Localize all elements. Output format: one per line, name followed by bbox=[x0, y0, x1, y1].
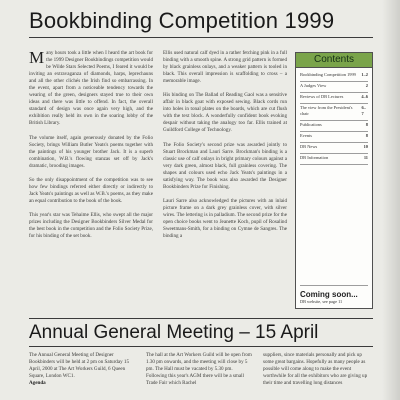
contents-item[interactable]: Reviews of DB Lectures 4–6 bbox=[300, 93, 368, 104]
article-paragraph: So the only disappointment of the competition was to see how few bindings referred either directly or indirectly to Jack Yeats's paintings as well as W.B.'s poems, as they make an equal contribution to the book of the book. bbox=[29, 176, 153, 204]
contents-item[interactable]: DB Information 11 bbox=[300, 154, 368, 165]
contents-item[interactable]: The view from the President's chair 6–7 bbox=[300, 104, 368, 121]
agm-column-3 bbox=[263, 352, 373, 400]
coming-soon-text: DB website, see page 11 bbox=[300, 299, 343, 304]
agm-title: Annual General Meeting – 15 April bbox=[29, 322, 319, 343]
title-rule bbox=[29, 37, 373, 38]
page-edge-shadow bbox=[382, 0, 400, 400]
drop-cap: M bbox=[29, 50, 45, 67]
agm-paragraph: suppliers, since materials personally and pick up some great bargains. Hopefully as many people as possible will come along to make the event worthwhile for all the exhibitors who are giving up their time and travelling long distances bbox=[263, 352, 368, 387]
contents-item[interactable]: Bookbinding Competition 1999 1–2 bbox=[300, 71, 368, 82]
agm-column-1 bbox=[29, 352, 137, 400]
agm-paragraph: The hall at the Art Workers Guild will be open from 1.30 pm onwards, and the meeting will close by 5 pm. The Hall must be vacated by 5.30 pm. Following this year's AGM there will be a small Trade Fair which Rachel bbox=[146, 352, 252, 387]
contents-item[interactable]: A Judges View 2 bbox=[300, 82, 368, 93]
article-paragraph: His binding on The Ballad of Reading Gaol was a sensitive affair in black goat with exposed sewing. Black cords run into holes in tonal plates on the boards, which are cut flush with the text block. A wonderfully confident book evoking despair without taking the analogy too far. Ellis trained at Guildford College of Technology. bbox=[163, 92, 287, 134]
article-title: Bookbinding Competition 1999 bbox=[29, 8, 335, 33]
article-paragraph: any hours took a little when I heard the art book for the 1999 Designer Bookbindings competition would be Wilde Stars Selected Poems, I feared it would be inviting an extravaganza of diamonds, harps, leprechauns and all the other clichés the Irish find so embarrassing. In the event, apart from a noticeable tendency towards the wearing of the green, designers stayed true to their own ideas and there was little to offend. In fact, the overall standard of design was once again very high, and the exhibition really held its own in the soaring lobby of the British Library. bbox=[29, 50, 153, 127]
agm-title-rule bbox=[29, 346, 373, 347]
agm-column-2 bbox=[146, 352, 254, 400]
article-column-1 bbox=[29, 50, 153, 316]
contents-item[interactable]: Events 8 bbox=[300, 132, 368, 143]
coming-soon-box bbox=[300, 285, 368, 304]
article-paragraph: This year's star was Tehaime Ellis, who swept all the major prizes including the Designer Bookbinders Silver Medal for the best book in the competition and the Folio Society Prize, for his binding of the set book. bbox=[29, 211, 153, 240]
contents-list bbox=[296, 68, 372, 165]
coming-soon-title: Coming soon... bbox=[300, 290, 358, 299]
article-paragraph: Lauri Sarre also acknowledged the pictures with an inlaid picture frame on a dark grey grainless cover, with silver wires. The lettering is in palladium. The second prize for the open choice books went to Jeanette Koch, pupil of Rosalind Sweetmans-Smith, for a binding on Cymne de Sangres. The binding a bbox=[163, 197, 287, 240]
article-paragraph: The volume itself, again generously donated by the Folio Society, brings William Butler Yeats's poems together with the paintings of his younger brother Jack. It is a superb combination, W.B.'s flowing stanzas set off by Jack's dramatic, brooding images. bbox=[29, 134, 153, 169]
contents-heading: Contents bbox=[296, 53, 372, 68]
contents-item[interactable]: Publications 8 bbox=[300, 121, 368, 132]
agm-paragraph: The Annual General Meeting of Designer Bookbinders will be held at 2 pm on Saturday 15 April, 2000 at The Art Workers Guild, 6 Queen Square, London WC1. bbox=[29, 352, 130, 380]
contents-box bbox=[295, 52, 373, 309]
contents-item[interactable]: DB News 10 bbox=[300, 143, 368, 154]
agm-agenda-heading: Agenda bbox=[29, 380, 46, 387]
section-rule bbox=[29, 318, 373, 319]
article-paragraph: Ellis used natural calf dyed in a rather fetching pink in a full binding with a smooth spine. A strong grid pattern is formed by black grainless onlays, and a weaker pattern is tooled in black. This overall impression is scaffolding to cross – a memorable image. bbox=[163, 50, 287, 85]
article-paragraph: The Folio Society's second prize was awarded jointly to Stuart Brockman and Lauri Sarre. Brockman's binding is a classic use of calf onlays in bright primary colours against a very dark green, almost black, full grainless covering. The shapes and colours used echo Jack Yeats's paintings in a satisfying way. The book was also awarded the Designer Bookbinders Prize for Finishing. bbox=[163, 141, 287, 190]
article-column-2 bbox=[163, 50, 287, 316]
